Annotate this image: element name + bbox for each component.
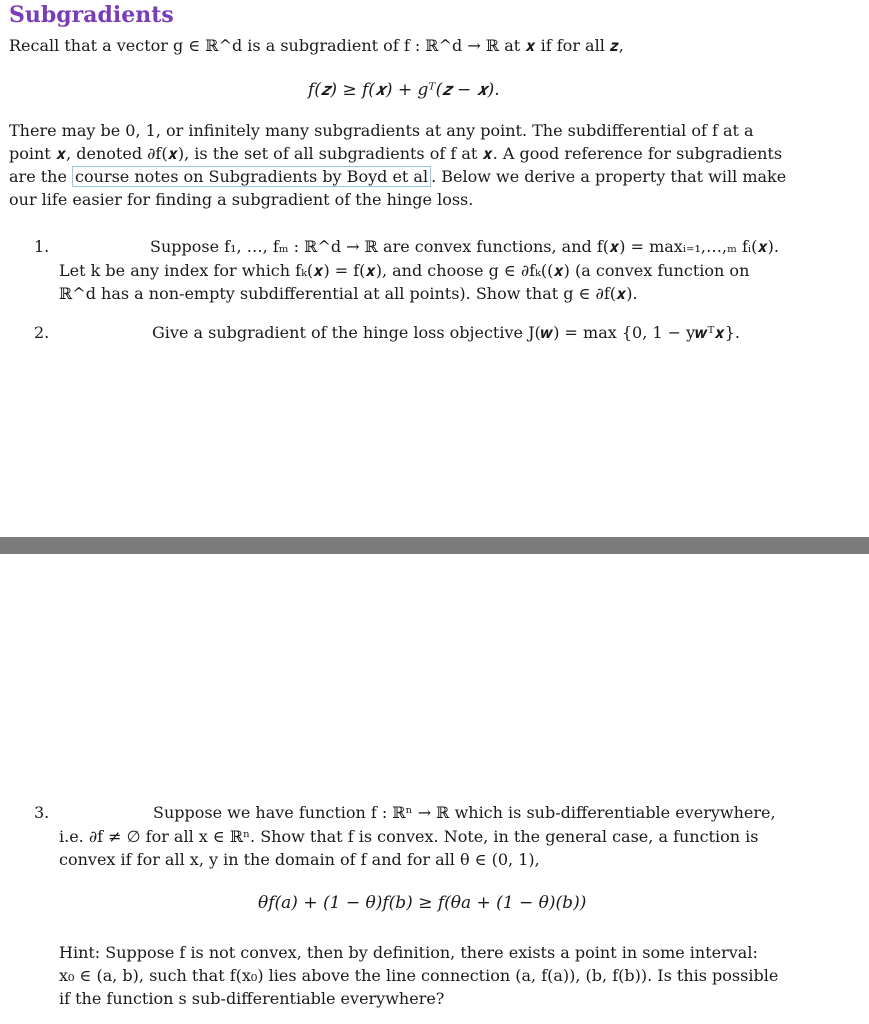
- problem-1-line-1: Suppose f₁, …, fₘ : ℝ^d → ℝ are convex functions, and f(𝒙) = maxᵢ₌₁,…,ₘ fᵢ(𝒙).: [150, 237, 779, 256]
- intro-paragraph-line-3: [9, 167, 786, 186]
- problem-3-line-3: convex if for all x, y in the domain of f and for all θ ∈ (0, 1),: [59, 850, 540, 869]
- problem-1-number: 1.: [34, 237, 50, 256]
- intro-paragraph-line-4: our life easier for finding a subgradient of the hinge loss.: [9, 190, 474, 209]
- intro-line-1: Recall that a vector g ∈ ℝ^d is a subgradient of f : ℝ^d → ℝ at 𝒙 if for all 𝒛,: [9, 36, 624, 55]
- section-title: Subgradients: [9, 2, 174, 28]
- subgradient-inequality: f(𝒛) ≥ f(𝒙) + gᵀ(𝒛 − 𝒙).: [308, 80, 500, 100]
- intro-paragraph-line-2: point 𝒙, denoted ∂f(𝒙), is the set of all subgradients of f at 𝒙. A good reference for subgradients: [9, 144, 783, 163]
- problem-2-line-1: Give a subgradient of the hinge loss objective J(𝒘) = max {0, 1 − y𝒘ᵀ𝒙}.: [152, 323, 740, 342]
- problem-3-line-2: i.e. ∂f ≠ ∅ for all x ∈ ℝⁿ. Show that f is convex. Note, in the general case, a function is: [59, 827, 759, 846]
- hint-line-2: x₀ ∈ (a, b), such that f(x₀) lies above the line connection (a, f(a)), (b, f(b)). Is this possible: [59, 966, 779, 985]
- hint-line-3: if the function s sub-differentiable everywhere?: [59, 989, 445, 1008]
- problem-1-line-2: Let k be any index for which fₖ(𝒙) = f(𝒙), and choose g ∈ ∂fₖ((𝒙) (a convex function on: [59, 261, 750, 280]
- page-divider: [0, 537, 869, 554]
- problem-3-line-1: Suppose we have function f : ℝⁿ → ℝ which is sub-differentiable everywhere,: [153, 803, 776, 822]
- problem-3-number: 3.: [34, 803, 50, 822]
- problem-1-line-3: ℝ^d has a non-empty subdifferential at all points). Show that g ∈ ∂f(𝒙).: [59, 284, 638, 303]
- intro-paragraph-line-3-start: are the: [9, 167, 67, 186]
- problem-2-number: 2.: [34, 323, 50, 342]
- convexity-inequality: θf(a) + (1 − θ)f(b) ≥ f(θa + (1 − θ)(b)): [258, 893, 587, 913]
- boyd-notes-link[interactable]: course notes on Subgradients by Boyd et al: [72, 166, 431, 187]
- intro-paragraph-line-3-end: . Below we derive a property that will make: [431, 167, 787, 186]
- hint-line-1: Hint: Suppose f is not convex, then by definition, there exists a point in some interval:: [59, 943, 758, 962]
- intro-paragraph-line-1: There may be 0, 1, or infinitely many subgradients at any point. The subdifferential of f at a: [9, 121, 754, 140]
